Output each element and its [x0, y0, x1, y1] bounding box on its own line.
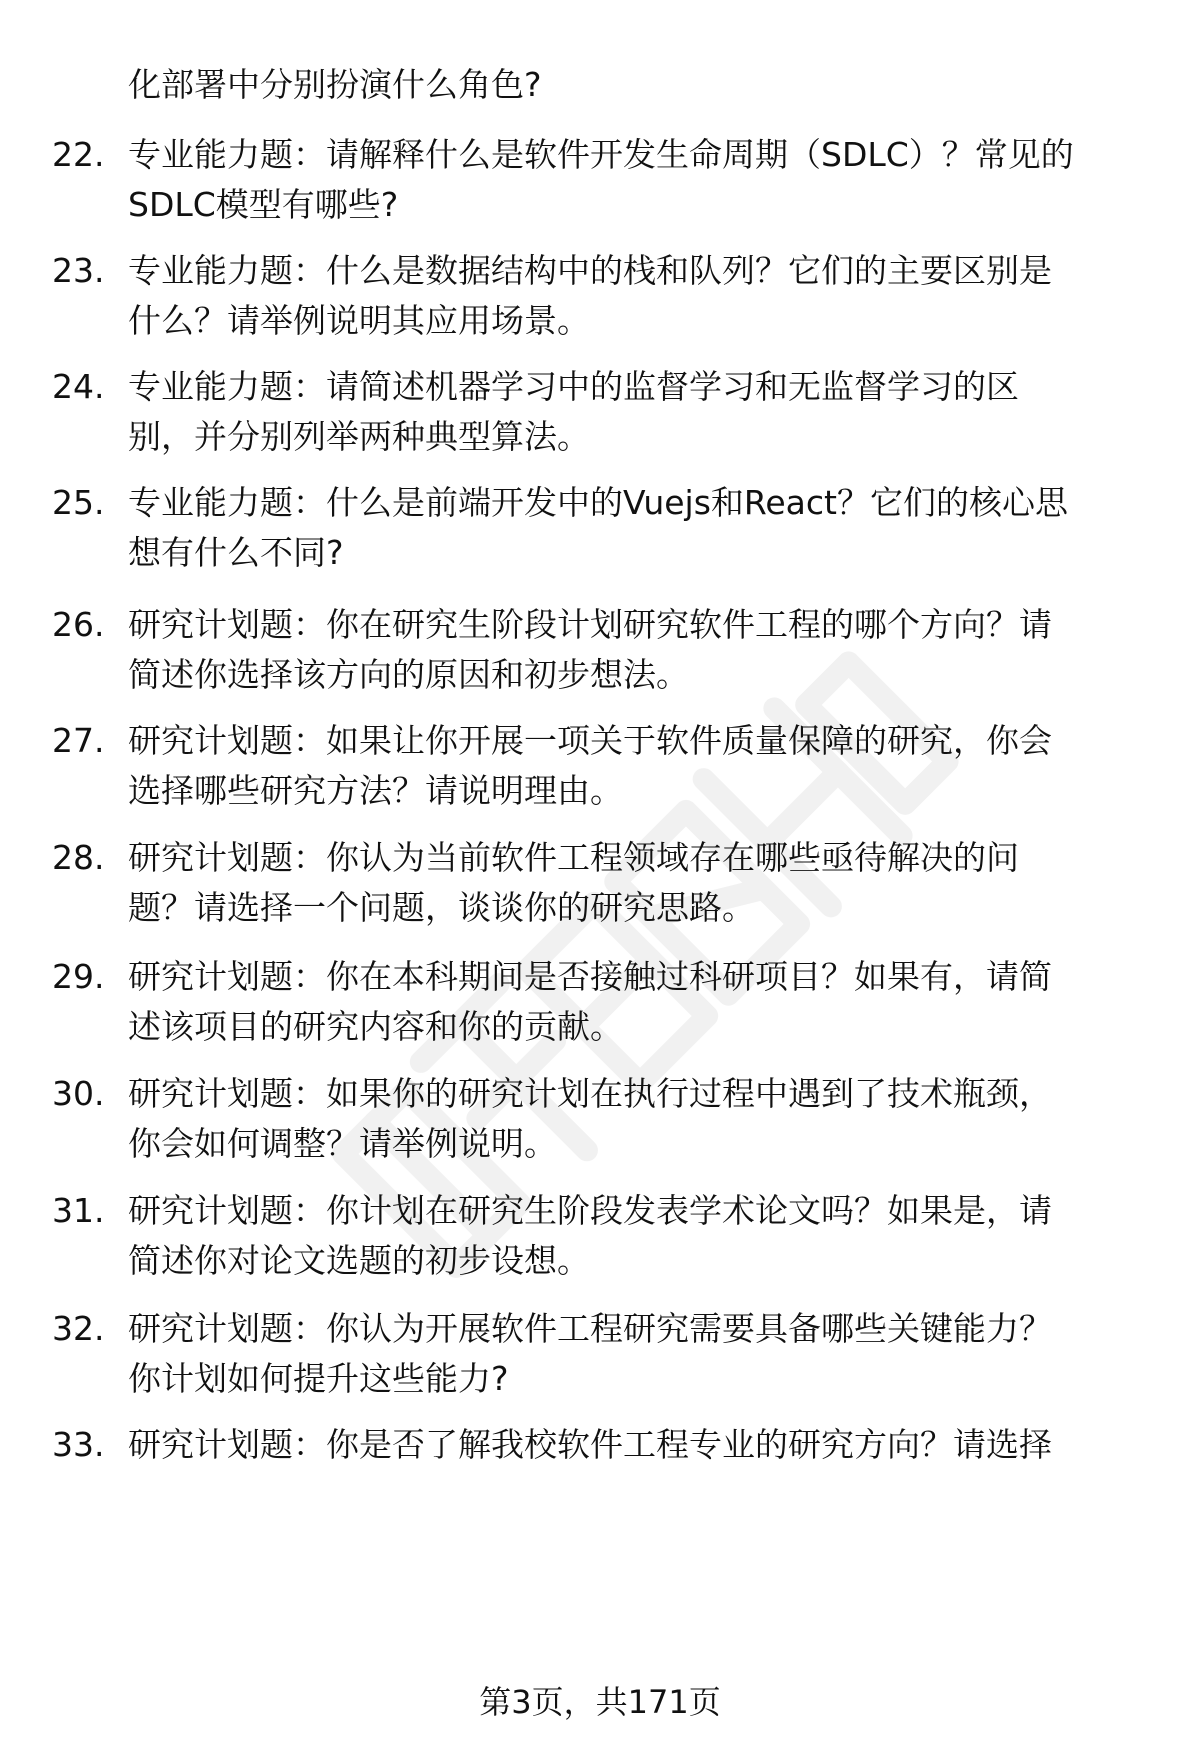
item-number: 23.	[52, 251, 105, 290]
item-number: 27.	[52, 721, 105, 760]
item-text-line-2: 你会如何调整？请举例说明。	[128, 1124, 557, 1163]
item-text-line-1: 专业能力题：请简述机器学习中的监督学习和无监督学习的区	[128, 367, 1019, 406]
item-text-line-2: 题？请选择一个问题，谈谈你的研究思路。	[128, 888, 755, 927]
item-number: 22.	[52, 135, 105, 174]
item-number: 29.	[52, 957, 105, 996]
continuation-line: 化部署中分别扮演什么角色?	[128, 65, 542, 104]
item-text-line-1: 专业能力题：什么是前端开发中的Vuejs和React？它们的核心思	[128, 483, 1068, 522]
item-number: 26.	[52, 605, 105, 644]
item-text-line-1: 研究计划题：你在本科期间是否接触过科研项目？如果有，请简	[128, 957, 1052, 996]
item-number: 25.	[52, 483, 105, 522]
item-text-line-1: 研究计划题：你认为当前软件工程领域存在哪些亟待解决的问	[128, 838, 1019, 877]
item-text-line-2: 你计划如何提升这些能力?	[128, 1359, 509, 1398]
item-text-line-1: 研究计划题：你计划在研究生阶段发表学术论文吗？如果是，请	[128, 1191, 1052, 1230]
item-number: 33.	[52, 1425, 105, 1464]
item-text-line-2: 述该项目的研究内容和你的贡献。	[128, 1007, 623, 1046]
item-number: 28.	[52, 838, 105, 877]
page-footer: 第3页，共171页	[479, 1683, 721, 1721]
item-text-line-1: 研究计划题：你在研究生阶段计划研究软件工程的哪个方向？请	[128, 605, 1052, 644]
item-number: 24.	[52, 367, 105, 406]
item-text-line-1: 专业能力题：请解释什么是软件开发生命周期（SDLC）？常见的	[128, 135, 1074, 174]
item-text-line-2: 什么？请举例说明其应用场景。	[128, 301, 590, 340]
item-text-line-2: SDLC模型有哪些?	[128, 185, 399, 224]
item-text-line-2: 简述你选择该方向的原因和初步想法。	[128, 655, 689, 694]
item-text-line-1: 研究计划题：你认为开展软件工程研究需要具备哪些关键能力？	[128, 1309, 1052, 1348]
item-number: 30.	[52, 1074, 105, 1113]
item-text-line-2: 别，并分别列举两种典型算法。	[128, 417, 590, 456]
item-number: 31.	[52, 1191, 105, 1230]
item-text-line-1: 研究计划题：如果你的研究计划在执行过程中遇到了技术瓶颈，	[128, 1074, 1052, 1113]
item-text-line-1: 研究计划题：你是否了解我校软件工程专业的研究方向？请选择	[128, 1425, 1052, 1464]
item-text-line-2: 简述你对论文选题的初步设想。	[128, 1241, 590, 1280]
item-text-line-1: 研究计划题：如果让你开展一项关于软件质量保障的研究，你会	[128, 721, 1052, 760]
item-text-line-2: 想有什么不同?	[128, 533, 344, 572]
item-text-line-2: 选择哪些研究方法？请说明理由。	[128, 771, 623, 810]
item-text-line-1: 专业能力题：什么是数据结构中的栈和队列？它们的主要区别是	[128, 251, 1052, 290]
item-number: 32.	[52, 1309, 105, 1348]
